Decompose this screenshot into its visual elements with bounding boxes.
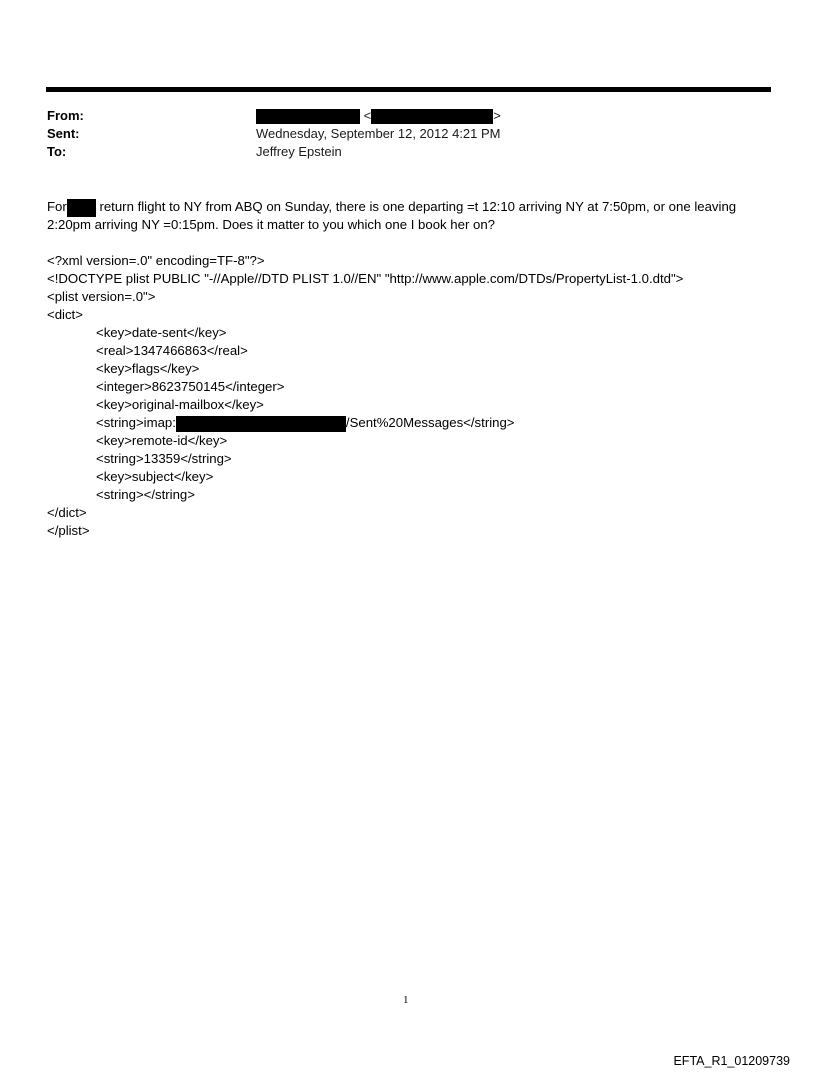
- redaction-box: [67, 199, 96, 217]
- xml-line: <string>13359</string>: [96, 451, 232, 466]
- page-number: 1: [403, 994, 409, 1006]
- xml-line: <key>date-sent</key>: [96, 325, 227, 340]
- sent-label: Sent:: [47, 126, 80, 141]
- from-label: From:: [47, 108, 84, 123]
- xml-line: <?xml version=.0" encoding=TF-8"?>: [47, 253, 265, 268]
- xml-line: <string></string>: [96, 487, 195, 502]
- redaction-box: [371, 109, 493, 124]
- xml-line: <key>flags</key>: [96, 361, 200, 376]
- to-value: Jeffrey Epstein: [256, 144, 342, 159]
- bates-number: EFTA_R1_01209739: [673, 1054, 790, 1068]
- xml-line: <key>subject</key>: [96, 469, 214, 484]
- header-rule: [46, 87, 771, 92]
- xml-line: </dict>: [47, 505, 87, 520]
- xml-line: <key>remote-id</key>: [96, 433, 228, 448]
- xml-line: <!DOCTYPE plist PUBLIC "-//Apple//DTD PLIST 1.0//EN" "http://www.apple.com/DTDs/PropertyList-1.0.dtd">: [47, 271, 684, 286]
- sent-value: Wednesday, September 12, 2012 4:21 PM: [256, 126, 501, 141]
- xml-line: <real>1347466863</real>: [96, 343, 248, 358]
- redaction-box: [176, 416, 346, 432]
- from-value: [256, 107, 501, 125]
- xml-line: <key>original-mailbox</key>: [96, 397, 264, 412]
- xml-line: </plist>: [47, 523, 90, 538]
- to-label: To:: [47, 144, 67, 159]
- message-line-2: 2:20pm arriving NY =0:15pm. Does it matter to you which one I book her on?: [47, 217, 496, 232]
- message-line-1: For return flight to NY from ABQ on Sunday, there is one departing =t 12:10 arriving NY at 7:50pm, or one leaving: [47, 198, 772, 217]
- from-lt: <: [363, 108, 372, 123]
- redaction-box: [256, 109, 360, 124]
- xml-line: <plist version=.0">: [47, 289, 156, 304]
- xml-line-imap: <string>imap: /Sent%20Messages</string>: [96, 415, 515, 430]
- xml-line: <integer>8623750145</integer>: [96, 379, 285, 394]
- from-gt: >: [493, 108, 501, 123]
- xml-line: <dict>: [47, 307, 83, 322]
